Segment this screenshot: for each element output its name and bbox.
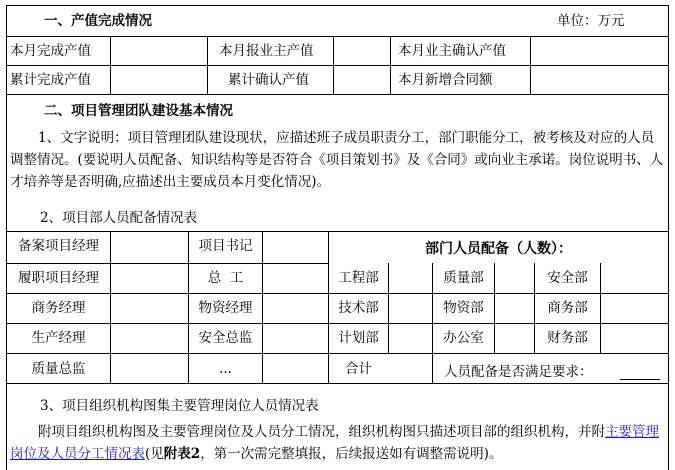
border-right (668, 5, 669, 470)
unit-label: 单位：万元 (557, 13, 625, 29)
section1-title: 一、产值完成情况 (44, 13, 152, 29)
rule (333, 36, 334, 94)
cell-label: 本月新增合同额 (398, 72, 493, 88)
subheading: 3、项目组织机构图集主要管理岗位人员情况表 (40, 398, 319, 414)
role-label: 物资经理 (198, 300, 253, 316)
rule (530, 36, 531, 94)
dept-label: 办公室 (443, 330, 484, 346)
cell-label: 本月完成产值 (10, 43, 91, 59)
role-label: 履职项目经理 (18, 270, 99, 286)
rule (6, 263, 328, 264)
role-label: 安全总监 (198, 330, 253, 346)
dept-label: 计划部 (338, 330, 379, 346)
rule (6, 65, 668, 66)
rule (262, 231, 263, 383)
dept-header: 部门人员配备（人数）： (425, 241, 572, 257)
rule-top (6, 5, 668, 6)
dept-label: 物资部 (443, 300, 484, 316)
cell-label: 累计完成产值 (10, 72, 91, 88)
role-label: 备案项目经理 (18, 238, 99, 254)
dept-label: 技术部 (338, 300, 379, 316)
role-label: 商务经理 (31, 300, 86, 316)
rule (6, 36, 668, 37)
rule (110, 36, 111, 94)
org-chart-paragraph: 附项目组织机构图及主要管理岗位及人员分工情况，组织机构图只描述项目部的组织机构，并附主要管理岗位及人员分工情况表(见附表2，第一次需完整填报，后续报送如有调整需说明)。 (10, 424, 659, 462)
table-link[interactable]: 主 (605, 424, 619, 440)
satisfy-question: 人员配备是否满足要求： (444, 364, 593, 380)
rule (494, 263, 495, 353)
role-label: 质量总监 (31, 361, 86, 377)
cell-label: 累计确认产值 (228, 72, 309, 88)
rule (6, 231, 668, 232)
rule (390, 36, 391, 94)
subheading: 2、项目部人员配备情况表 (40, 210, 198, 226)
rule (600, 263, 601, 353)
dept-label: 工程部 (338, 270, 379, 286)
table-link[interactable]: 要管理岗位及人员分工情况表 (10, 424, 659, 462)
role-label: 项目书记 (198, 238, 253, 254)
dept-label: 质量部 (443, 270, 484, 286)
section2-title: 二、项目管理团队建设基本情况 (44, 103, 233, 119)
role-label: ... (219, 361, 232, 377)
description-paragraph: 1、文字说明：项目管理团队建设现状，应描述班子成员职责分工，部门职能分工，被考核及对应的人员调整情况。(要说明人员配备、知识结构等是否符合《项目策划书》及《合同》或向业主承诺。岗位说明书、人才培养等是否明确,应描述出主要成员本月变化情况)。 (10, 130, 664, 190)
rule (6, 383, 668, 384)
role-label: 生产经理 (31, 330, 86, 346)
answer-blank (620, 379, 660, 380)
dept-label: 商务部 (547, 300, 588, 316)
rule (388, 263, 389, 353)
rule (6, 353, 668, 354)
dept-label: 财务部 (547, 330, 588, 346)
dept-label: 安全部 (547, 270, 588, 286)
rule (6, 323, 668, 324)
cell-label: 本月业主确认产值 (398, 43, 506, 59)
cell-label: 本月报业主产值 (219, 43, 314, 59)
rule (207, 36, 208, 94)
rule (6, 94, 668, 95)
dept-label: 合计 (345, 361, 372, 377)
rule (110, 231, 111, 383)
rule (6, 293, 668, 294)
role-label: 总 工 (207, 270, 244, 286)
